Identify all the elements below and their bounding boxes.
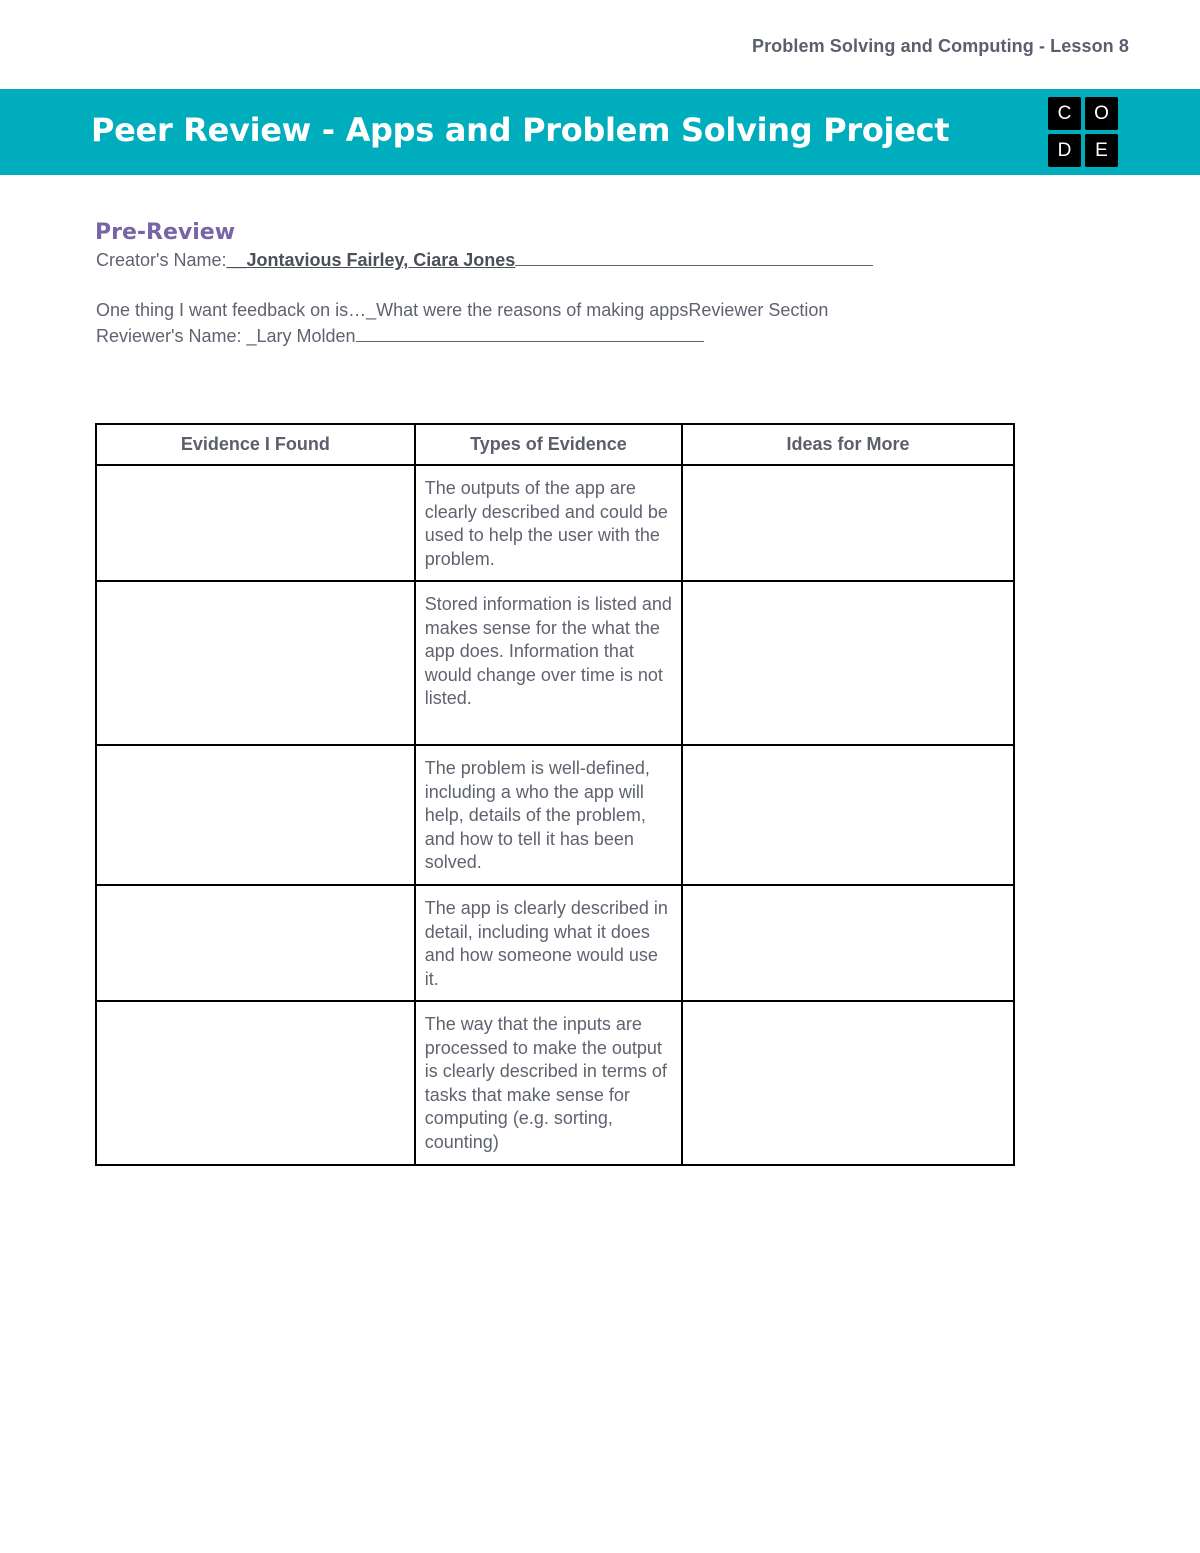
reviewer-name-line	[96, 326, 704, 347]
header-types-of-evidence: Types of Evidence	[415, 424, 682, 465]
table-header-row	[96, 424, 1014, 465]
ideas-cell[interactable]	[682, 581, 1014, 745]
evidence-type-cell: The app is clearly described in detail, including what it does and how someone would use it.	[415, 885, 682, 1001]
reviewer-name-blank	[356, 327, 704, 342]
evidence-type-cell: The problem is well-defined, including a who the app will help, details of the problem, and how to tell it has been solved.	[415, 745, 682, 885]
title-banner	[0, 89, 1200, 175]
feedback-request-line[interactable]: One thing I want feedback on is…_What were the reasons of making appsReviewer Section	[96, 300, 829, 320]
table-row	[96, 465, 1014, 581]
course-lesson-header: Problem Solving and Computing - Lesson 8	[751, 36, 1129, 56]
logo-letter: O	[1085, 97, 1118, 130]
logo-letter: E	[1085, 134, 1118, 167]
header-ideas-for-more: Ideas for More	[682, 424, 1014, 465]
table-row	[96, 581, 1014, 745]
ideas-cell[interactable]	[682, 1001, 1014, 1165]
ideas-cell[interactable]	[682, 465, 1014, 581]
creator-name-blank	[515, 251, 873, 266]
evidence-cell[interactable]	[96, 581, 415, 745]
reviewer-name-label[interactable]: Reviewer's Name: _Lary Molden	[96, 326, 356, 346]
logo-letter: C	[1048, 97, 1081, 130]
creator-name-value[interactable]: __Jontavious Fairley, Ciara Jones	[226, 250, 516, 270]
pre-review-heading: Pre-Review	[95, 220, 236, 245]
logo-letter: D	[1048, 134, 1081, 167]
creator-name-line	[96, 250, 873, 271]
evidence-cell[interactable]	[96, 1001, 415, 1165]
evidence-type-cell: Stored information is listed and makes sense for the what the app does. Information that would change over time is not listed.	[415, 581, 682, 745]
evidence-cell[interactable]	[96, 745, 415, 885]
evidence-cell[interactable]	[96, 465, 415, 581]
code-logo	[1048, 97, 1118, 167]
evidence-table	[95, 423, 1015, 1166]
ideas-cell[interactable]	[682, 745, 1014, 885]
table-row	[96, 745, 1014, 885]
creator-name-label: Creator's Name:	[96, 250, 227, 270]
ideas-cell[interactable]	[682, 885, 1014, 1001]
page-title: Peer Review - Apps and Problem Solving Project	[91, 111, 950, 149]
header-evidence-found: Evidence I Found	[96, 424, 415, 465]
evidence-cell[interactable]	[96, 885, 415, 1001]
evidence-type-cell: The outputs of the app are clearly described and could be used to help the user with the problem.	[415, 465, 682, 581]
evidence-type-cell: The way that the inputs are processed to make the output is clearly described in terms of tasks that make sense for computing (e.g. sorting, counting)	[415, 1001, 682, 1165]
table-row	[96, 885, 1014, 1001]
table-row	[96, 1001, 1014, 1165]
